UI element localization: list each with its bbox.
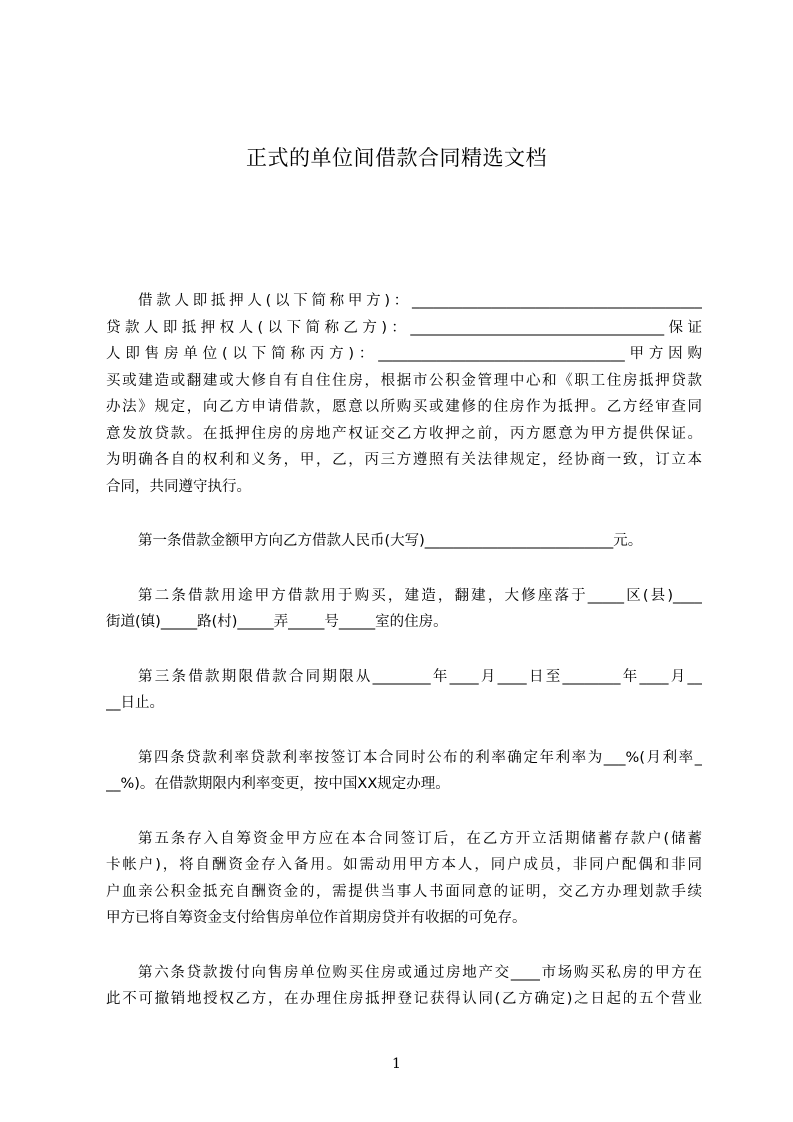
text-line: 此不可撤销地授权乙方，在办理住房抵押登记获得认同(乙方确定)之日起的五个营业 [106, 991, 702, 1007]
text-line: 户血亲公积金抵充自酬资金的，需提供当事人书面同意的证明，交乙方办理划款手续 [106, 883, 702, 900]
text-line: 第一条借款金额甲方向乙方借款人民币(大写)__________________________元。 [138, 533, 643, 549]
paragraph-article-4 [106, 745, 702, 798]
document-title: 正式的单位间借款合同精选文档 [246, 146, 547, 170]
text-line: 街道(镇)_____路(村)_____弄_____号_____室的住房。 [106, 614, 448, 630]
paragraph-article-1 [106, 528, 702, 555]
text-line: 第六条贷款拨付向售房单位购买住房或通过房地产交____市场购买私房的甲方在 [138, 964, 702, 981]
text-line: 第三条借款期限借款合同期限从________年____月____日至________年____月__ [138, 668, 702, 685]
text-line: 第二条借款用途甲方借款用于购买，建造，翻建，大修座落于_____区(县)____ [138, 587, 702, 604]
text-line: 借款人即抵押人(以下简称甲方)：________________________________________ [138, 293, 702, 309]
paragraph-article-5 [106, 826, 702, 932]
text-line: __日止。 [106, 695, 164, 711]
text-line: 合同，共同遵守执行。 [106, 478, 251, 495]
paragraph-article-3 [106, 664, 702, 717]
text-line: 贷款人即抵押权人(以下简称乙方)：___________________________________保证 [106, 319, 702, 336]
text-line: __%)。在借款期限内利率变更，按中国XX规定办理。 [106, 776, 450, 792]
paragraph-article-6 [106, 960, 702, 1013]
page-number: 1 [392, 1056, 401, 1072]
text-line: 买或建造或翻建或大修自有自住住房，根据市公积金管理中心和《职工住房抵押贷款 [106, 372, 702, 389]
text-line: 甲方已将自筹资金支付给售房单位作首期房贷并有收据的可免存。 [106, 910, 527, 926]
paragraph-article-2 [106, 583, 702, 636]
text-line: 意发放贷款。在抵押住房的房地产权证交乙方收押之前，丙方愿意为甲方提供保证。 [106, 425, 702, 442]
text-line: 为明确各自的权利和义务，甲，乙，丙三方遵照有关法律规定，经协商一致，订立本 [106, 452, 702, 468]
text-line: 办法》规定，向乙方申请借款，愿意以所购买或建修的住房作为抵押。乙方经审查同 [106, 399, 702, 415]
document-body [106, 288, 702, 1041]
text-line: 人即售房单位(以下简称丙方)：__________________________________甲方因购 [106, 346, 702, 362]
text-line: 第四条贷款利率贷款利率按签订本合同时公布的利率确定年利率为___%(月利率_ [138, 749, 702, 766]
paragraph-preamble [106, 288, 702, 500]
text-line: 第五条存入自筹资金甲方应在本合同签订后，在乙方开立活期储蓄存款户(储蓄 [138, 830, 702, 847]
text-line: 卡帐户)，将自酬资金存入备用。如需动用甲方本人，同户成员，非同户配偶和非同 [106, 857, 702, 873]
